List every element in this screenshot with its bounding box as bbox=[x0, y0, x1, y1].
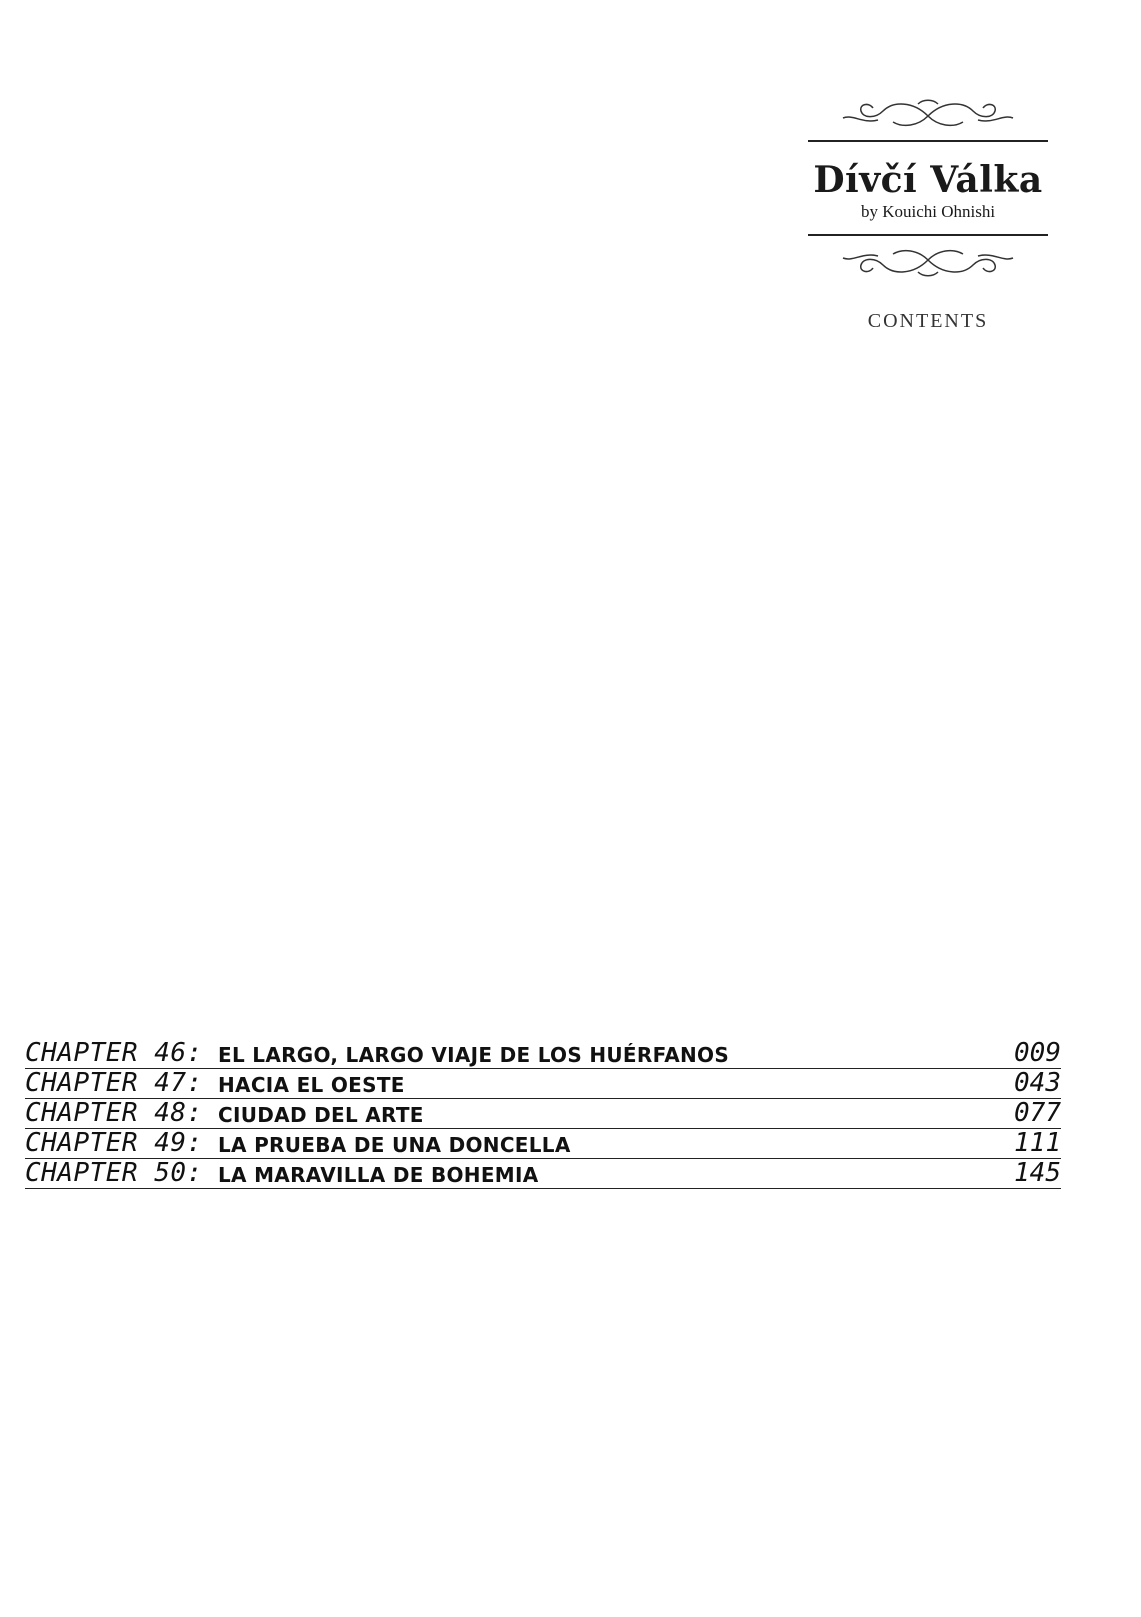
chapter-title: LA PRUEBA DE UNA DONCELLA bbox=[218, 1133, 571, 1157]
chapter-label: CHAPTER 50: bbox=[25, 1158, 203, 1188]
bottom-rule bbox=[808, 234, 1048, 236]
toc-entry bbox=[25, 1039, 1061, 1069]
chapter-label: CHAPTER 47: bbox=[25, 1068, 203, 1098]
title-block bbox=[808, 96, 1048, 333]
table-of-contents bbox=[25, 1039, 1061, 1189]
chapter-title: CIUDAD DEL ARTE bbox=[218, 1103, 424, 1127]
chapter-label: CHAPTER 48: bbox=[25, 1098, 203, 1128]
chapter-title: HACIA EL OESTE bbox=[218, 1073, 405, 1097]
toc-entry bbox=[25, 1099, 1061, 1129]
chapter-page-number: 111 bbox=[1014, 1128, 1061, 1158]
chapter-title: LA MARAVILLA DE BOHEMIA bbox=[218, 1163, 539, 1187]
author-credit: by Kouichi Ohnishi bbox=[860, 202, 996, 221]
flourish-ornament-icon bbox=[833, 96, 1023, 136]
toc-entry bbox=[25, 1159, 1061, 1189]
toc-entry bbox=[25, 1069, 1061, 1099]
chapter-title: EL LARGO, LARGO VIAJE DE LOS HUÉRFANOS bbox=[218, 1043, 730, 1067]
contents-heading: CONTENTS bbox=[867, 310, 989, 332]
chapter-label: CHAPTER 49: bbox=[25, 1128, 203, 1158]
chapter-label: CHAPTER 46: bbox=[25, 1038, 203, 1068]
chapter-page-number: 009 bbox=[1014, 1038, 1061, 1068]
flourish-ornament-icon bbox=[833, 240, 1023, 280]
top-rule bbox=[808, 140, 1048, 142]
chapter-page-number: 145 bbox=[1014, 1158, 1061, 1188]
chapter-page-number: 043 bbox=[1014, 1068, 1061, 1098]
toc-entry bbox=[25, 1129, 1061, 1159]
series-title: Dívčí Válka bbox=[813, 159, 1043, 201]
chapter-page-number: 077 bbox=[1014, 1098, 1061, 1128]
